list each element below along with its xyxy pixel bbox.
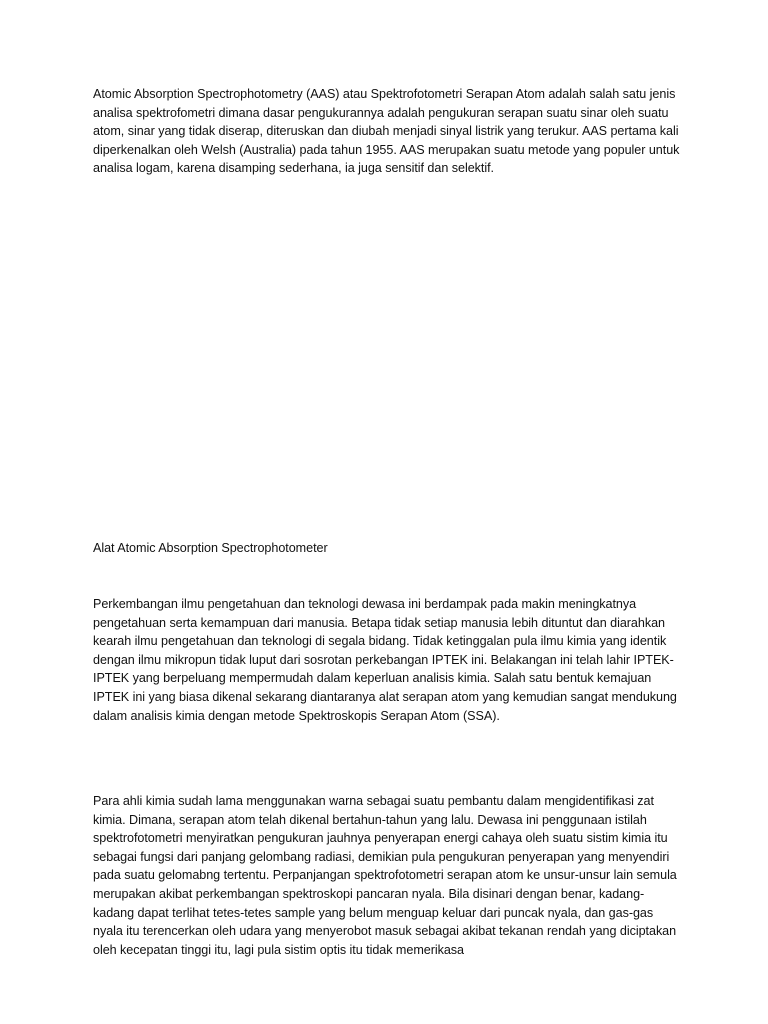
section-heading: Alat Atomic Absorption Spectrophotometer: [93, 541, 328, 555]
body-paragraph-2: Perkembangan ilmu pengetahuan dan teknologi dewasa ini berdampak pada makin meningkatnya pengetahuan serta kemampuan dari manusia. Betapa tidak setiap manusia lebih dituntut dan diarahkan kearah ilmu pengetahuan dan teknologi di segala bidang. Tidak ketinggalan pula ilmu kimia yang identik dengan ilmu mikropun tidak luput dari sosrotan perkebangan IPTEK ini. Belakangan ini telah lahir IPTEK-IPTEK yang berpeluang mempermudah dalam keperluan analisis kimia. Salah satu bentuk kemajuan IPTEK ini yang biasa dikenal sekarang diantaranya alat serapan atom yang kemudian sangat mendukung dalam analisis kimia dengan metode Spektroskopis Serapan Atom (SSA).: [93, 597, 677, 723]
body-paragraph-3: Para ahli kimia sudah lama menggunakan warna sebagai suatu pembantu dalam mengidentifikasi zat kimia. Dimana, serapan atom telah dikenal bertahun-tahun yang lalu. Dewasa ini penggunaan istilah spektrofotometri menyiratkan pengukuran jauhnya penyerapan energi cahaya oleh suatu sistim kimia itu sebagai fungsi dari panjang gelombang radiasi, demikian pula pengukuran penyerapan yang menyendiri pada suatu gelomabng tertentu. Perpanjangan spektrofotometri serapan atom ke unsur-unsur lain semula merupakan akibat perkembangan spektroskopi pancaran nyala. Bila disinari dengan benar, kadang-kadang dapat terlihat tetes-tetes sample yang belum menguap keluar dari puncak nyala, dan gas-gas nyala itu terencerkan oleh udara yang menyerobot masuk sebagai akibat tekanan rendah yang diciptakan oleh kecepatan tinggi itu, lagi pula sistim optis itu tidak memerikasa: [93, 794, 677, 957]
intro-paragraph: Atomic Absorption Spectrophotometry (AAS) atau Spektrofotometri Serapan Atom adalah salah satu jenis analisa spektrofometri dimana dasar pengukurannya adalah pengukuran serapan suatu sinar oleh suatu atom, sinar yang tidak diserap, diteruskan dan diubah menjadi sinyal listrik yang terukur. AAS pertama kali diperkenalkan oleh Welsh (Australia) pada tahun 1955. AAS merupakan suatu metode yang populer untuk analisa logam, karena disamping sederhana, ia juga sensitif dan selektif.: [93, 87, 680, 176]
